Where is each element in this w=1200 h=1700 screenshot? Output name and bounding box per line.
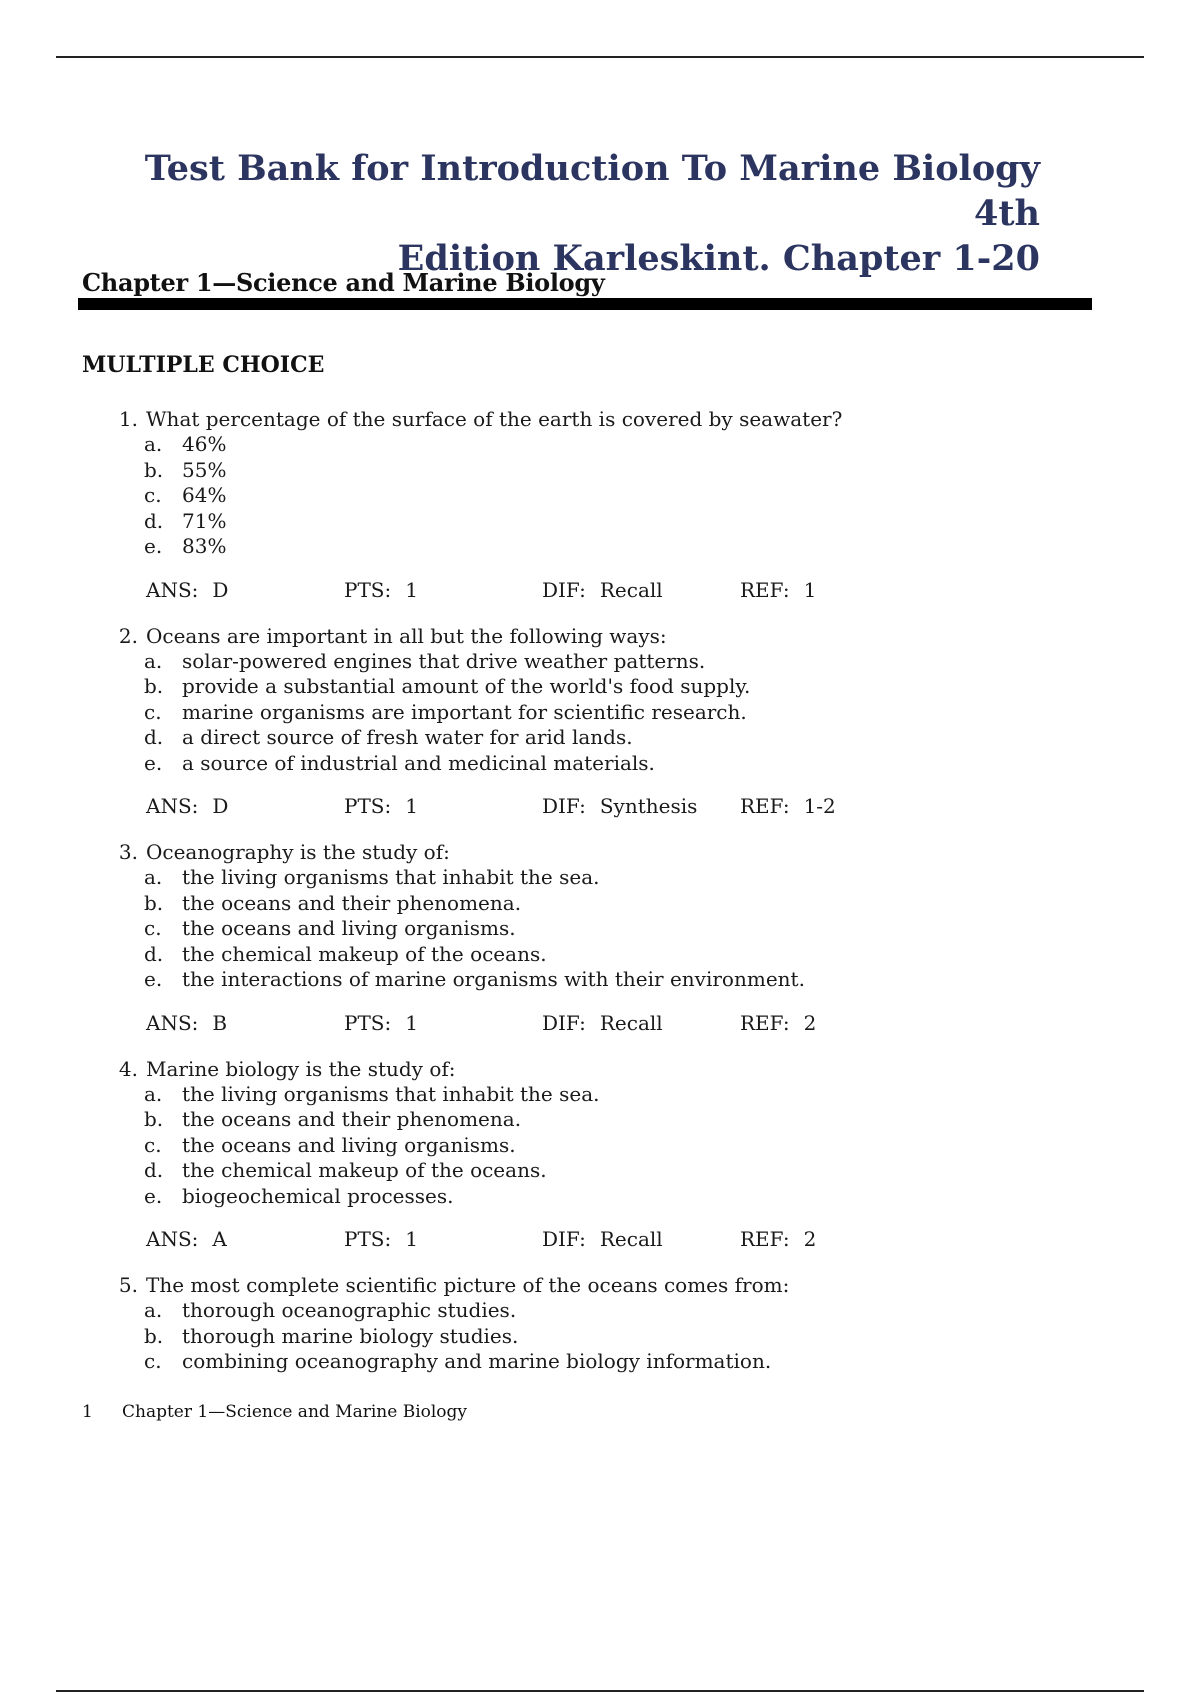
question-stem: Marine biology is the study of: [146,1056,456,1081]
question-list [100,406,1100,1395]
ans-label: ANS: [146,1010,199,1035]
choice-text: the oceans and living organisms. [182,916,516,940]
choice-e [100,751,1100,777]
choice-e [100,534,1100,560]
question-number: 4. [118,1056,138,1081]
question-stem: The most complete scientific picture of the oceans comes from: [146,1273,790,1297]
choice-letter: c. [144,916,162,940]
choice-text: the living organisms that inhabit the sea. [182,1081,600,1106]
choice-a [100,1082,1100,1108]
choice-letter: b. [144,674,164,698]
choice-d [100,725,1100,751]
title-line-2: Edition Karleskint. Chapter 1-20 [397,238,1040,279]
ref-value: 2 [803,1227,817,1251]
choice-a [100,865,1100,891]
choice-e [100,1184,1100,1210]
choice-d [100,942,1100,968]
question-stem: What percentage of the surface of the earth is covered by seawater? [146,407,843,431]
dif-label: DIF: [542,1227,586,1251]
question-3 [100,839,1100,1036]
ans-value: D [212,794,229,818]
choice-a [100,649,1100,675]
choice-letter: b. [144,1323,164,1348]
choice-letter: e. [144,750,163,775]
dif-value: Recall [599,577,663,602]
choice-a [100,1298,1100,1324]
page-footer [82,1402,467,1422]
chapter-heading: Chapter 1—Science and Marine Biology [82,268,605,297]
choice-text: the chemical makeup of the oceans. [182,941,547,966]
question-2 [100,623,1100,820]
choice-text: the living organisms that inhabit the sea. [182,865,600,889]
title-line-1: Test Bank for Introduction To Marine Biology 4th [144,148,1040,234]
choice-text: 83% [182,534,227,558]
pts-label: PTS: [344,577,392,602]
question-number: 3. [118,840,138,864]
ans-label: ANS: [146,577,199,602]
choice-b [100,1324,1100,1350]
choice-letter: c. [144,483,162,507]
dif-value: Recall [599,1227,663,1251]
choice-text: the interactions of marine organisms with their environment. [182,967,805,991]
choice-letter: d. [144,941,164,966]
question-stem: Oceanography is the study of: [146,840,450,864]
choice-text: the oceans and their phenomena. [182,890,522,915]
choice-letter: a. [144,648,163,673]
choice-letter: e. [144,967,163,991]
footer-chapter-title: Chapter 1—Science and Marine Biology [122,1402,468,1422]
choice-letter: d. [144,1158,164,1182]
dif-label: DIF: [542,577,586,602]
pts-value: 1 [405,794,418,818]
choice-text: 55% [182,457,227,482]
question-stem: Oceans are important in all but the following ways: [146,623,667,648]
document-title [120,146,1040,281]
choice-c [100,700,1100,726]
choice-c [100,483,1100,509]
choice-b [100,458,1100,484]
ref-value: 1-2 [803,794,836,818]
pts-value: 1 [405,1227,418,1251]
question-1 [100,406,1100,603]
choice-letter: d. [144,508,164,533]
choice-text: 71% [182,508,227,533]
choice-d [100,1158,1100,1184]
ref-label: REF: [740,1010,790,1035]
choice-text: the chemical makeup of the oceans. [182,1158,547,1182]
question-number: 1. [118,407,138,431]
answer-meta [100,1226,1100,1252]
choice-c [100,916,1100,942]
question-4 [100,1056,1100,1253]
choice-e [100,967,1100,993]
ans-value: B [212,1010,228,1035]
answer-meta [100,577,1100,603]
ref-label: REF: [740,577,790,602]
choice-letter: c. [144,699,162,724]
pts-label: PTS: [344,1010,392,1035]
choice-letter: a. [144,432,163,456]
choice-letter: a. [144,1298,163,1322]
question-5 [100,1272,1100,1375]
choice-c [100,1133,1100,1159]
choice-text: the oceans and living organisms. [182,1132,516,1157]
ans-value: A [212,1227,227,1251]
dif-value: Synthesis [599,794,698,818]
answer-meta [100,793,1100,819]
ref-value: 2 [803,1010,817,1035]
choice-letter: b. [144,457,164,482]
choice-letter: b. [144,1107,164,1131]
dif-value: Recall [599,1010,663,1035]
choice-letter: d. [144,725,164,749]
choice-text: the oceans and their phenomena. [182,1107,522,1131]
top-rule [56,56,1144,58]
choice-letter: a. [144,1081,163,1106]
choice-text: a source of industrial and medicinal materials. [182,750,655,775]
choice-letter: e. [144,534,163,558]
page-number: 1 [82,1402,93,1422]
ref-label: REF: [740,1227,790,1251]
choice-letter: c. [144,1132,162,1157]
chapter-divider [78,298,1092,310]
choice-text: provide a substantial amount of the world's food supply. [182,674,751,698]
pts-value: 1 [405,577,418,602]
choice-a [100,432,1100,458]
ans-label: ANS: [146,1227,199,1251]
ans-value: D [212,577,229,602]
pts-label: PTS: [344,1227,392,1251]
ans-label: ANS: [146,794,199,818]
choice-c [100,1349,1100,1375]
choice-text: 64% [182,483,227,507]
answer-meta [100,1010,1100,1036]
choice-b [100,1107,1100,1133]
question-number: 5. [118,1273,138,1297]
ref-label: REF: [740,794,790,818]
choice-text: solar-powered engines that drive weather patterns. [182,648,706,673]
dif-label: DIF: [542,1010,586,1035]
choice-text: thorough marine biology studies. [182,1323,519,1348]
question-number: 2. [118,623,138,648]
dif-label: DIF: [542,794,586,818]
choice-letter: a. [144,865,163,889]
choice-text: 46% [182,432,227,456]
choice-text: biogeochemical processes. [182,1183,454,1208]
choice-text: a direct source of fresh water for arid lands. [182,725,633,749]
choice-text: thorough oceanographic studies. [182,1298,517,1322]
choice-d [100,509,1100,535]
pts-value: 1 [405,1010,418,1035]
choice-text: marine organisms are important for scientific research. [182,699,747,724]
choice-b [100,674,1100,700]
bottom-rule [56,1690,1144,1692]
choice-b [100,891,1100,917]
choice-text: combining oceanography and marine biology information. [182,1349,772,1373]
choice-letter: c. [144,1349,162,1373]
section-heading: MULTIPLE CHOICE [82,352,325,378]
ref-value: 1 [803,577,817,602]
choice-letter: b. [144,890,164,915]
pts-label: PTS: [344,794,392,818]
choice-letter: e. [144,1183,163,1208]
